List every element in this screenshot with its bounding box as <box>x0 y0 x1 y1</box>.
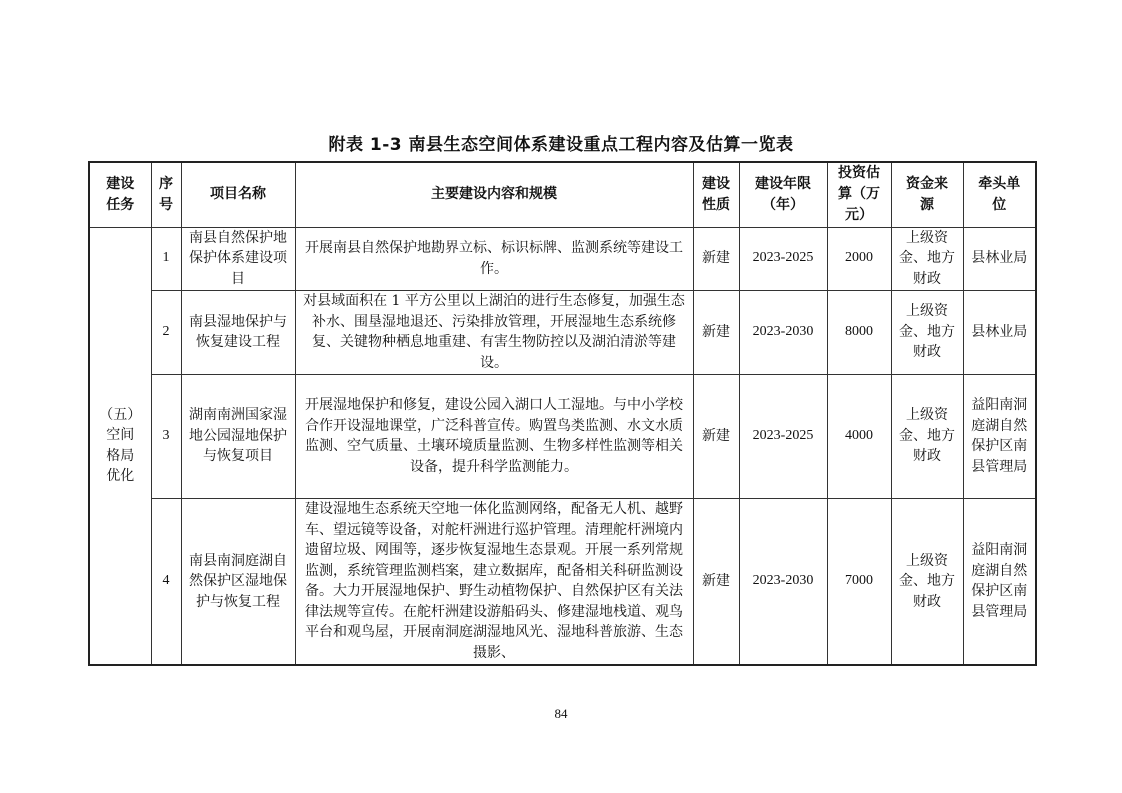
page-number: 84 <box>554 706 568 721</box>
row-fund: 上级资金、地方财政 <box>891 290 963 374</box>
table-row <box>89 498 1036 665</box>
row-investment: 7000 <box>827 498 891 665</box>
row-seq: 4 <box>151 498 181 665</box>
header-task: 建设 任务 <box>89 162 151 227</box>
row-name: 湖南南洲国家湿地公园湿地保护与恢复项目 <box>181 374 295 498</box>
header-lead: 牵头单 位 <box>963 162 1036 227</box>
header-row <box>89 162 1036 227</box>
row-fund: 上级资金、地方财政 <box>891 227 963 290</box>
row-seq: 2 <box>151 290 181 374</box>
row-investment: 4000 <box>827 374 891 498</box>
table-row <box>89 374 1036 498</box>
row-period: 2023-2025 <box>739 227 827 290</box>
header-investment: 投资估 算（万 元） <box>827 162 891 227</box>
row-name: 南县自然保护地保护体系建设项目 <box>181 227 295 290</box>
row-nature: 新建 <box>693 374 739 498</box>
row-content: 建设湿地生态系统天空地一体化监测网络，配备无人机、越野车、望远镜等设备，对舵杆洲进行巡护管理。清理舵杆洲境内遗留垃圾、网围等，逐步恢复湿地生态景观。开展一系列常规监测，系统管理监测档案，建立数据库，配备相关科研监测设备。大力开展湿地保护、野生动植物保护、自然保护区有关法律法规等宣传。在舵杆洲建设游船码头、修建湿地栈道、观鸟平台和观鸟屋，开展南洞庭湖湿地风光、湿地科普旅游、生态摄影、 <box>295 498 693 665</box>
header-fund: 资金来 源 <box>891 162 963 227</box>
row-nature: 新建 <box>693 498 739 665</box>
header-nature: 建设 性质 <box>693 162 739 227</box>
row-period: 2023-2025 <box>739 374 827 498</box>
row-seq: 1 <box>151 227 181 290</box>
table-row <box>89 290 1036 374</box>
header-content: 主要建设内容和规模 <box>295 162 693 227</box>
row-lead: 县林业局 <box>963 227 1036 290</box>
header-seq: 序 号 <box>151 162 181 227</box>
row-lead: 益阳南洞庭湖自然保护区南县管理局 <box>963 374 1036 498</box>
row-investment: 2000 <box>827 227 891 290</box>
header-period: 建设年限 （年） <box>739 162 827 227</box>
row-fund: 上级资金、地方财政 <box>891 374 963 498</box>
row-fund: 上级资金、地方财政 <box>891 498 963 665</box>
row-lead: 益阳南洞庭湖自然保护区南县管理局 <box>963 498 1036 665</box>
row-name: 南县南洞庭湖自然保护区湿地保护与恢复工程 <box>181 498 295 665</box>
row-content: 对县域面积在 1 平方公里以上湖泊的进行生态修复，加强生态补水、围垦湿地退还、污染排放管理，开展湿地生态系统修复、关键物种栖息地重建、有害生物防控以及湖泊清淤等建设。 <box>295 290 693 374</box>
row-period: 2023-2030 <box>739 498 827 665</box>
row-content: 开展南县自然保护地勘界立标、标识标牌、监测系统等建设工作。 <box>295 227 693 290</box>
row-name: 南县湿地保护与恢复建设工程 <box>181 290 295 374</box>
table-title: 附表 1-3 南县生态空间体系建设重点工程内容及估算一览表 <box>328 135 794 155</box>
row-seq: 3 <box>151 374 181 498</box>
row-content: 开展湿地保护和修复，建设公园入湖口人工湿地。与中小学校合作开设湿地课堂，广泛科普宣传。购置鸟类监测、水文水质监测、空气质量、土壤环境质量监测、生物多样性监测等相关设备，提升科学监测能力。 <box>295 374 693 498</box>
table-row <box>89 227 1036 290</box>
row-nature: 新建 <box>693 227 739 290</box>
row-investment: 8000 <box>827 290 891 374</box>
row-lead: 县林业局 <box>963 290 1036 374</box>
task-group-cell: （五） 空间 格局 优化 <box>89 227 151 665</box>
header-name: 项目名称 <box>181 162 295 227</box>
row-period: 2023-2030 <box>739 290 827 374</box>
row-nature: 新建 <box>693 290 739 374</box>
projects-table <box>88 161 1037 666</box>
